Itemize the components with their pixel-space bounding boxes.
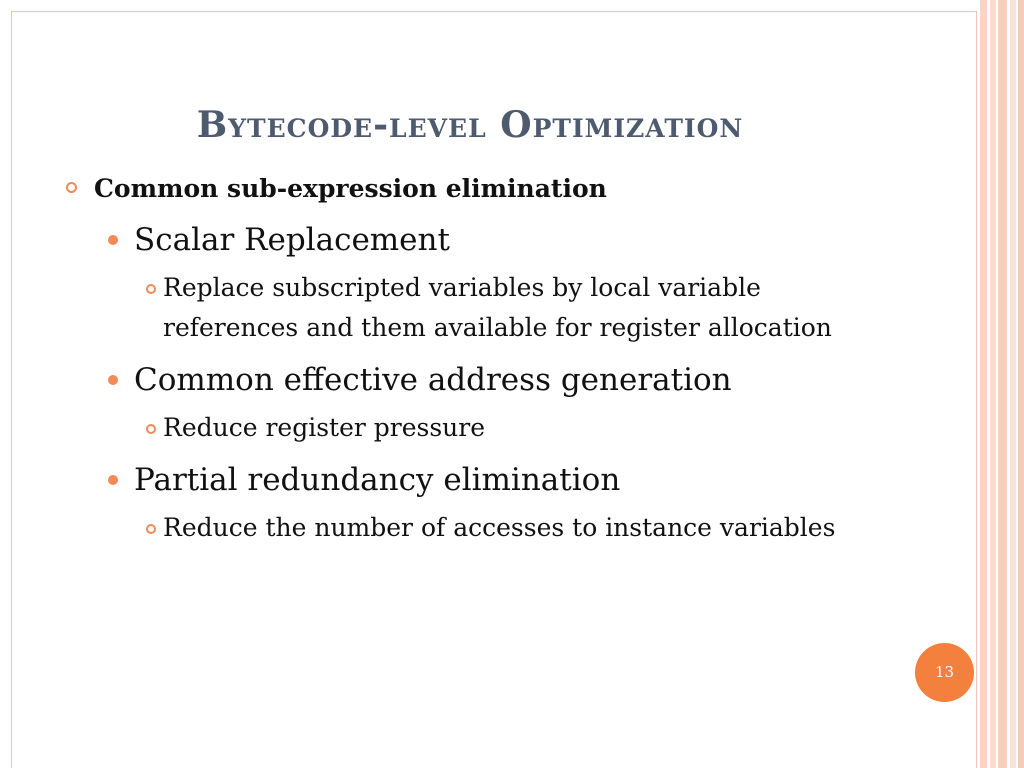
decorative-stripe — [998, 0, 1007, 768]
decorative-stripe — [980, 0, 987, 768]
sub-bullet-text: Reduce register pressure — [163, 413, 486, 442]
bullet-item — [134, 220, 910, 260]
ring-bullet-icon — [146, 284, 156, 294]
decorative-stripe — [1018, 0, 1024, 768]
ring-bullet-icon — [146, 524, 156, 534]
ring-bullet-icon — [146, 424, 156, 434]
bullet-item-text: Partial redundancy elimination — [134, 462, 621, 498]
bullet-heading — [60, 170, 910, 208]
sub-bullet-text: Replace subscripted variables by local variable references and them available for register allocation — [163, 273, 832, 342]
bullet-heading-text: Common sub-expression elimination — [94, 174, 607, 203]
bullet-item-text: Common effective address generation — [134, 362, 732, 398]
sub-bullet-text: Reduce the number of accesses to instance variables — [163, 513, 836, 542]
sub-bullet-item — [163, 268, 843, 348]
dot-bullet-icon — [108, 235, 118, 245]
decorative-stripe — [1010, 0, 1016, 768]
ring-bullet-icon — [66, 182, 77, 193]
dot-bullet-icon — [108, 375, 118, 385]
bullet-item-text: Scalar Replacement — [134, 222, 450, 258]
slide-title: Bytecode-level Optimization — [196, 104, 744, 146]
dot-bullet-icon — [108, 475, 118, 485]
bullet-list — [60, 170, 910, 548]
sub-bullet-item — [163, 508, 843, 548]
bullet-item — [134, 360, 910, 400]
bullet-item — [134, 460, 910, 500]
page-number-badge: 13 — [915, 643, 974, 702]
decorative-stripe — [990, 0, 996, 768]
sub-bullet-item — [163, 408, 843, 448]
